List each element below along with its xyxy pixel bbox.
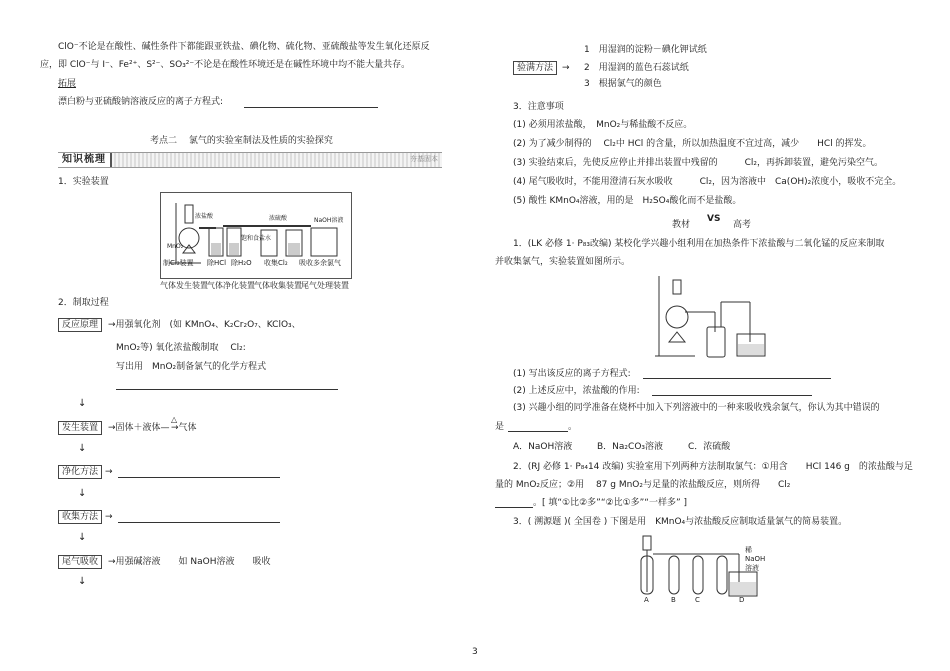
fig1-reagent-2: 浓硫酸 xyxy=(269,215,288,222)
question-3: 3．( 溯源题 )( 全国卷 ) 下图是用 KMnO₄与浓盐酸反应制取适量氯气的简易装置。 xyxy=(513,517,848,527)
purification-blank[interactable] xyxy=(118,477,280,478)
arrow-down-5: ↓ xyxy=(78,576,87,587)
question-1-part-3: (3) 兴趣小组的同学准备在烧杯中加入下列溶液中的一种来吸收残余氯气，你认为其中错误的 xyxy=(513,403,880,413)
option-b[interactable]: B．Na₂CO₃溶液 xyxy=(597,442,664,452)
arrow-down-2: ↓ xyxy=(78,443,87,454)
question-2-line-2: 量的 MnO₂反应；②用 87 g MnO₂与足量的浓盐酸反应，则所得 Cl₂ xyxy=(495,480,791,490)
question-1-part-1: (1) 写出该反应的离子方程式: xyxy=(513,369,631,379)
answer-blank[interactable] xyxy=(244,107,378,108)
check-item-1: 1 用湿润的淀粉－碘化钾试纸 xyxy=(584,45,707,55)
check-item-3: 3 根据氯气的颜色 xyxy=(584,79,662,89)
fig1-label-0: 制Cl₂装置 xyxy=(163,259,194,267)
page-number: 3 xyxy=(472,647,478,657)
arrow-down-1: ↓ xyxy=(78,398,87,409)
step-reaction-text2: MnO₂等) 氧化浓盐酸制取 Cl₂: xyxy=(116,343,246,353)
step-purification-arrow: → xyxy=(105,467,113,477)
fig1-label-4: 吸收多余氯气 xyxy=(299,259,341,267)
fig1-reagent-4: MnO₂ xyxy=(167,243,184,250)
heat-symbol: △ xyxy=(171,415,178,424)
question-3-figure xyxy=(633,532,773,604)
fig1-label-1: 除HCl xyxy=(207,259,227,267)
question-1-drawing xyxy=(655,272,770,360)
gaokao-label: 高考 xyxy=(733,220,752,230)
question-1-part-3b: 是 xyxy=(495,422,505,432)
arrow-down-3: ↓ xyxy=(78,488,87,499)
step-collection-arrow: → xyxy=(105,512,113,522)
option-a[interactable]: A．NaOH溶液 xyxy=(513,442,573,452)
step-generation-text2: →气体 xyxy=(171,423,197,433)
heading-apparatus: 1．实验装置 xyxy=(58,177,109,187)
step-purification-box: 净化方法 xyxy=(58,465,102,479)
q1-part2-blank[interactable] xyxy=(652,395,812,396)
tuozhan-question: 漂白粉与亚硫酸钠溶液反应的离子方程式: xyxy=(58,97,224,107)
fig1-reagent-1: 饱和食盐水 xyxy=(241,235,272,242)
check-method-box: 验满方法 xyxy=(513,61,557,75)
check-method-arrow: → xyxy=(562,63,570,73)
question-1-part-3c: 。 xyxy=(568,422,578,432)
section-title: 考点二 氯气的实验室制法及性质的实验探究 xyxy=(150,136,333,146)
step-collection-box: 收集方法 xyxy=(58,510,102,524)
fig1-caption-0: 气体发生装置 xyxy=(160,281,208,290)
paragraph-line-2: 应，即 ClO⁻与 I⁻、Fe²⁺、S²⁻、SO₃²⁻不论是在酸性环境还是在碱性环境中均不能大量共存。 xyxy=(40,60,411,70)
collection-blank[interactable] xyxy=(118,522,280,523)
step-tail-gas-box: 尾气吸收 xyxy=(58,555,102,569)
question-1-line-1: 1．(LK 必修 1· P₈₃改编) 某校化学兴趣小组利用在加热条件下浓盐酸与二氧化锰的反应来制取 xyxy=(513,239,885,249)
step-reaction-text: →用强氧化剂 (如 KMnO₄、K₂Cr₂O₇、KClO₃、 xyxy=(108,320,301,330)
q1-part1-blank[interactable] xyxy=(643,378,831,379)
arrow-down-4: ↓ xyxy=(78,532,87,543)
check-item-2: 2 用湿润的蓝色石蕊试纸 xyxy=(584,63,689,73)
note-3: (3) 实验结束后，先使反应停止并排出装置中残留的 Cl₂，再拆卸装置，避免污染空气。 xyxy=(513,158,884,168)
heading-notes: 3．注意事项 xyxy=(513,102,564,112)
fig1-label-2: 除H₂O xyxy=(231,259,252,267)
fig1-label-3: 收集Cl₂ xyxy=(264,259,288,267)
question-2-line-1: 2．(RJ 必修 1· P₈₄14 改编) 实验室用下列两种方法制取氯气：①用含 HCl 146 g 的浓盐酸与足 xyxy=(513,462,913,472)
fig3-reagent: 稀NaOH溶液 xyxy=(745,546,766,572)
note-1: (1) 必须用浓盐酸， MnO₂与稀盐酸不反应。 xyxy=(513,120,693,130)
step-reaction-text3: 写出用 MnO₂制备氯气的化学方程式 xyxy=(116,362,267,372)
fig3-label-d: D xyxy=(739,596,745,604)
banner-label: 知识梳理 xyxy=(58,153,112,167)
step-tail-gas-text: →用强碱溶液 如 NaOH溶液 吸收 xyxy=(108,557,271,567)
step-generation-text: →固体＋液体— xyxy=(108,423,170,433)
heading-process: 2．制取过程 xyxy=(58,298,109,308)
jiaocai-label: 教材 xyxy=(672,220,691,230)
fig1-reagent-0: 浓盐酸 xyxy=(195,213,214,220)
step-reaction-box: 反应原理 xyxy=(58,318,102,332)
question-1-figure xyxy=(655,272,770,360)
q1-part3-blank[interactable] xyxy=(508,431,568,432)
note-2: (2) 为了减少制得的 Cl₂中 HCl 的含量，所以加热温度不宜过高，减少 HCl 的挥发。 xyxy=(513,139,872,149)
knowledge-banner xyxy=(58,152,442,168)
banner-right: 夯基固本 xyxy=(410,155,438,163)
fig1-caption-3: 尾气处理装置 xyxy=(301,281,349,290)
tuozhan-heading: 拓展 xyxy=(58,79,77,89)
option-c[interactable]: C．浓硫酸 xyxy=(688,442,731,452)
apparatus-figure xyxy=(160,192,352,279)
paragraph-line-1: ClO⁻不论是在酸性、碱性条件下都能跟亚铁盐、碘化物、硫化物、亚硫酸盐等发生氧化还原反 xyxy=(58,42,430,52)
q2-blank[interactable] xyxy=(495,507,533,508)
note-5: (5) 酸性 KMnO₄溶液，用的是 H₂SO₄酸化而不是盐酸。 xyxy=(513,196,742,206)
fig3-label-c: C xyxy=(695,596,700,604)
question-2-line-3: 。[ 填“①比②多”“②比①多”“一样多” ] xyxy=(533,498,687,508)
fig1-caption-2: 气体收集装置 xyxy=(254,281,302,290)
fig3-label-a: A xyxy=(644,596,649,604)
equation-blank[interactable] xyxy=(116,389,338,390)
fig1-reagent-3: NaOH溶液 xyxy=(314,217,344,224)
vs-label: VS xyxy=(707,214,721,224)
note-4: (4) 尾气吸收时，不能用澄清石灰水吸收 Cl₂，因为溶液中 Ca(OH)₂浓度小，吸收不完全。 xyxy=(513,177,902,187)
step-generation-box: 发生装置 xyxy=(58,421,102,435)
fig1-caption-1: 气体净化装置 xyxy=(207,281,255,290)
fig3-label-b: B xyxy=(671,596,676,604)
question-1-line-2: 并收集氯气，实验装置如图所示。 xyxy=(495,257,631,267)
question-1-part-2: (2) 上述反应中，浓盐酸的作用: xyxy=(513,386,640,396)
